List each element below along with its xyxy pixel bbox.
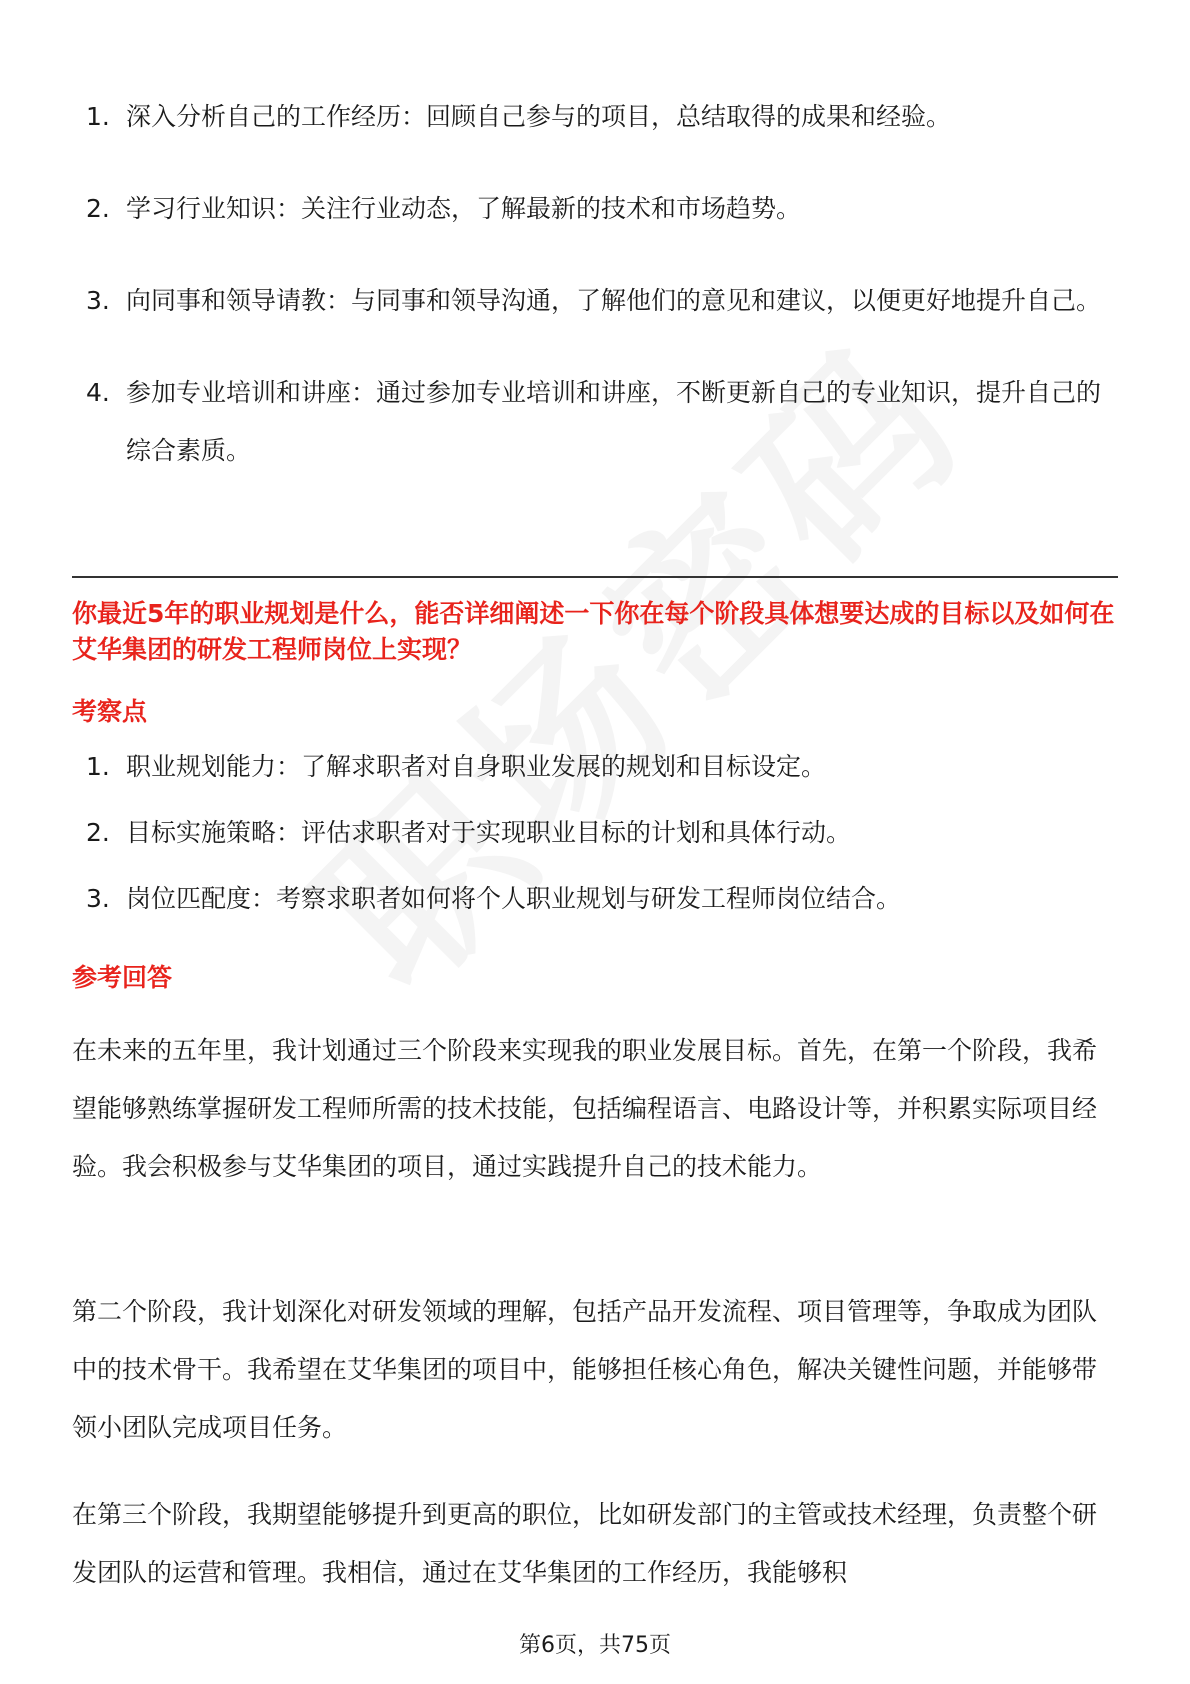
- list-item-text: 深入分析自己的工作经历：回顾自己参与的项目，总结取得的成果和经验。: [126, 102, 952, 131]
- list-item-text: 参加专业培训和讲座：通过参加专业培训和讲座，不断更新自己的专业知识，提升自己的综合素质。: [126, 378, 1102, 465]
- answer-heading: 参考回答: [72, 963, 173, 992]
- answer-paragraph: 在第三个阶段，我期望能够提升到更高的职位，比如研发部门的主管或技术经理，负责整个研发团队的运营和管理。我相信，通过在艾华集团的工作经历，我能够积: [72, 1500, 1098, 1587]
- list-item: 1. 深入分析自己的工作经历：回顾自己参与的项目，总结取得的成果和经验。: [86, 102, 952, 131]
- interview-question: 你最近5年的职业规划是什么，能否详细阐述一下你在每个阶段具体想要达成的目标以及如何在艾华集团的研发工程师岗位上实现？: [72, 599, 1115, 664]
- list-item-text: 目标实施策略：评估求职者对于实现职业目标的计划和具体行动。: [126, 818, 852, 847]
- exam-points-list: [74, 750, 1114, 948]
- answer-paragraph: 第二个阶段，我计划深化对研发领域的理解，包括产品开发流程、项目管理等，争取成为团队中的技术骨干。我希望在艾华集团的项目中，能够担任核心角色，解决关键性问题，并能够带领小团队完成项目任务。: [72, 1297, 1098, 1442]
- list-item-text: 职业规划能力：了解求职者对自身职业发展的规划和目标设定。: [126, 752, 827, 781]
- list-item: 4. 参加专业培训和讲座：通过参加专业培训和讲座，不断更新自己的专业知识，提升自己的综合素质。: [86, 378, 1102, 465]
- answer-paragraph: 在未来的五年里，我计划通过三个阶段来实现我的职业发展目标。首先，在第一个阶段，我希望能够熟练掌握研发工程师所需的技术技能，包括编程语言、电路设计等，并积累实际项目经验。我会积极参与艾华集团的项目，通过实践提升自己的技术能力。: [72, 1036, 1098, 1181]
- intro-list: [74, 88, 1114, 514]
- page-footer: 第6页，共75页: [519, 1633, 671, 1658]
- list-item: 3. 向同事和领导请教：与同事和领导沟通，了解他们的意见和建议，以便更好地提升自己。: [86, 286, 1102, 315]
- list-item: 2. 学习行业知识：关注行业动态，了解最新的技术和市场趋势。: [86, 194, 802, 223]
- list-item-text: 岗位匹配度：考察求职者如何将个人职业规划与研发工程师岗位结合。: [126, 884, 902, 913]
- list-item: 2. 目标实施策略：评估求职者对于实现职业目标的计划和具体行动。: [86, 818, 852, 847]
- list-item-text: 学习行业知识：关注行业动态，了解最新的技术和市场趋势。: [126, 194, 802, 223]
- list-item: 3. 岗位匹配度：考察求职者如何将个人职业规划与研发工程师岗位结合。: [86, 884, 902, 913]
- exam-points-heading: 考察点: [72, 697, 148, 726]
- divider: [72, 576, 1118, 578]
- list-item-text: 向同事和领导请教：与同事和领导沟通，了解他们的意见和建议，以便更好地提升自己。: [126, 286, 1102, 315]
- list-item: 1. 职业规划能力：了解求职者对自身职业发展的规划和目标设定。: [86, 752, 827, 781]
